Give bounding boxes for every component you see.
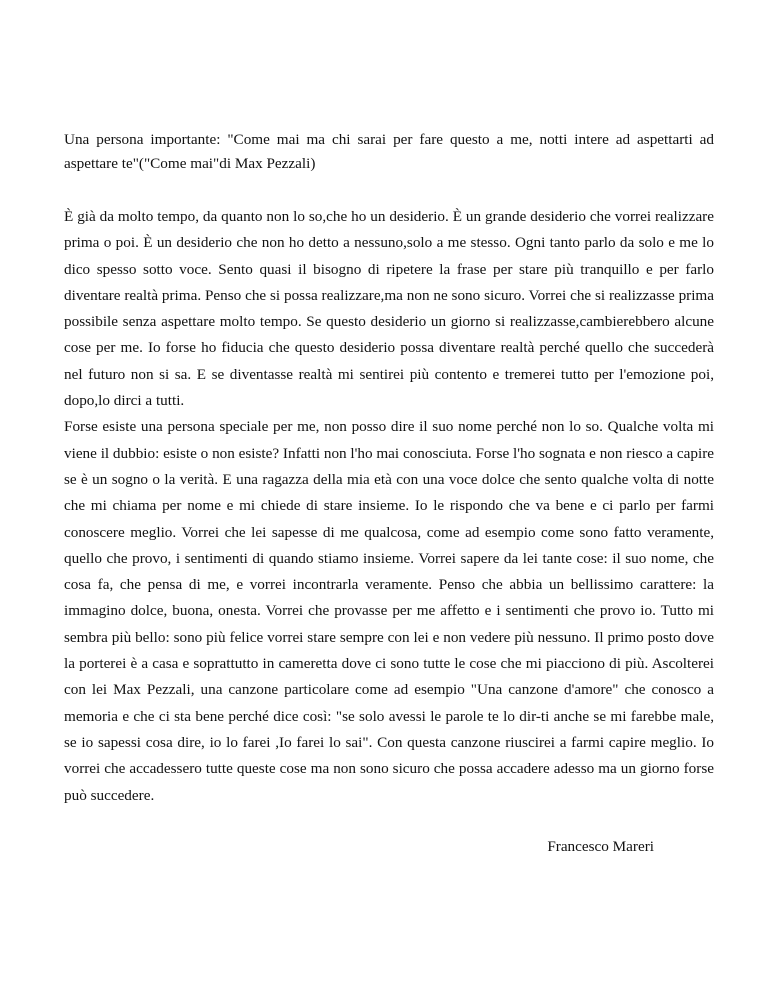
author-signature: Francesco Mareri — [547, 838, 654, 855]
paragraph-special-person: Forse esiste una persona speciale per me, non posso dire il suo nome perché non lo so. Qualche volta mi viene il dubbio: esiste o non esiste? Infatti non l'ho mai conosciuta. Forse l'ho sognata e non riesco a capire se è un sogno o la verità. E una ragazza della mia età con una voce dolce che sento qualche volta di notte che mi chiama per nome e mi chiede di stare insieme. Io le rispondo che va bene e ci parlo per farmi conoscere meglio. Vorrei che lei sapesse di me qualcosa, come ad esempio come sono fatto veramente, quello che provo, i sentimenti di quando stiamo insieme. Vorrei sapere da lei tante cose: il suo nome, che cosa fa, che pensa di me, e vorrei incontrarla veramente. Penso che abbia un bellissimo carattere: la immagino dolce, buona, onesta. Vorrei che provasse per me affetto e i sentimenti che provo io. Tutto mi sembra più bello: sono più felice vorrei stare sempre con lei e non vedere più nessuno. Il primo posto dove la porterei è a casa e soprattutto in cameretta dove ci sono tutte le cose che mi piacciono di più. Ascolterei con lei Max Pezzali, una canzone particolare come ad esempio "Una canzone d'amore" che conosco a memoria e che ci sta bene perché dice così: "se solo avessi le parole te lo dir-ti anche se mi farebbe male, se io sapessi cosa dire, io lo farei ,Io farei lo sai". Con questa canzone riuscirei a farmi capire meglio. Io vorrei che accadessero tutte queste cose ma non sono sicuro che possa accadere adesso ma un giorno forse può succedere. — [64, 418, 714, 804]
paragraph-desire: È già da molto tempo, da quanto non lo so,che ho un desiderio. È un grande desiderio che vorrei realizzare prima o poi. È un desiderio che non ho detto a nessuno,solo a me stesso. Ogni tanto parlo da solo e me lo dico spesso sotto voce. Sento quasi il bisogno di ripetere la frase per stare più tranquillo e per farlo diventare realtà prima. Penso che si possa realizzare,ma non ne sono sicuro. Vorrei che si realizzasse prima possibile senza aspettare molto tempo. Se questo desiderio un giorno si realizzasse,cambierebbero alcune cose per me. Io forse ho fiducia che questo desiderio possa diventare realtà perché quello che succederà nel futuro non si sa. E se diventasse realtà mi sentirei più contento e tremerei tutto per l'emozione poi, dopo,lo dirci a tutti. — [64, 208, 714, 410]
intro-quote: Una persona importante: "Come mai ma chi sarai per fare questo a me, notti intere ad aspettarti ad aspettare te"("Come mai"di Max Pezzali) — [64, 131, 714, 172]
essay-body — [64, 204, 714, 809]
